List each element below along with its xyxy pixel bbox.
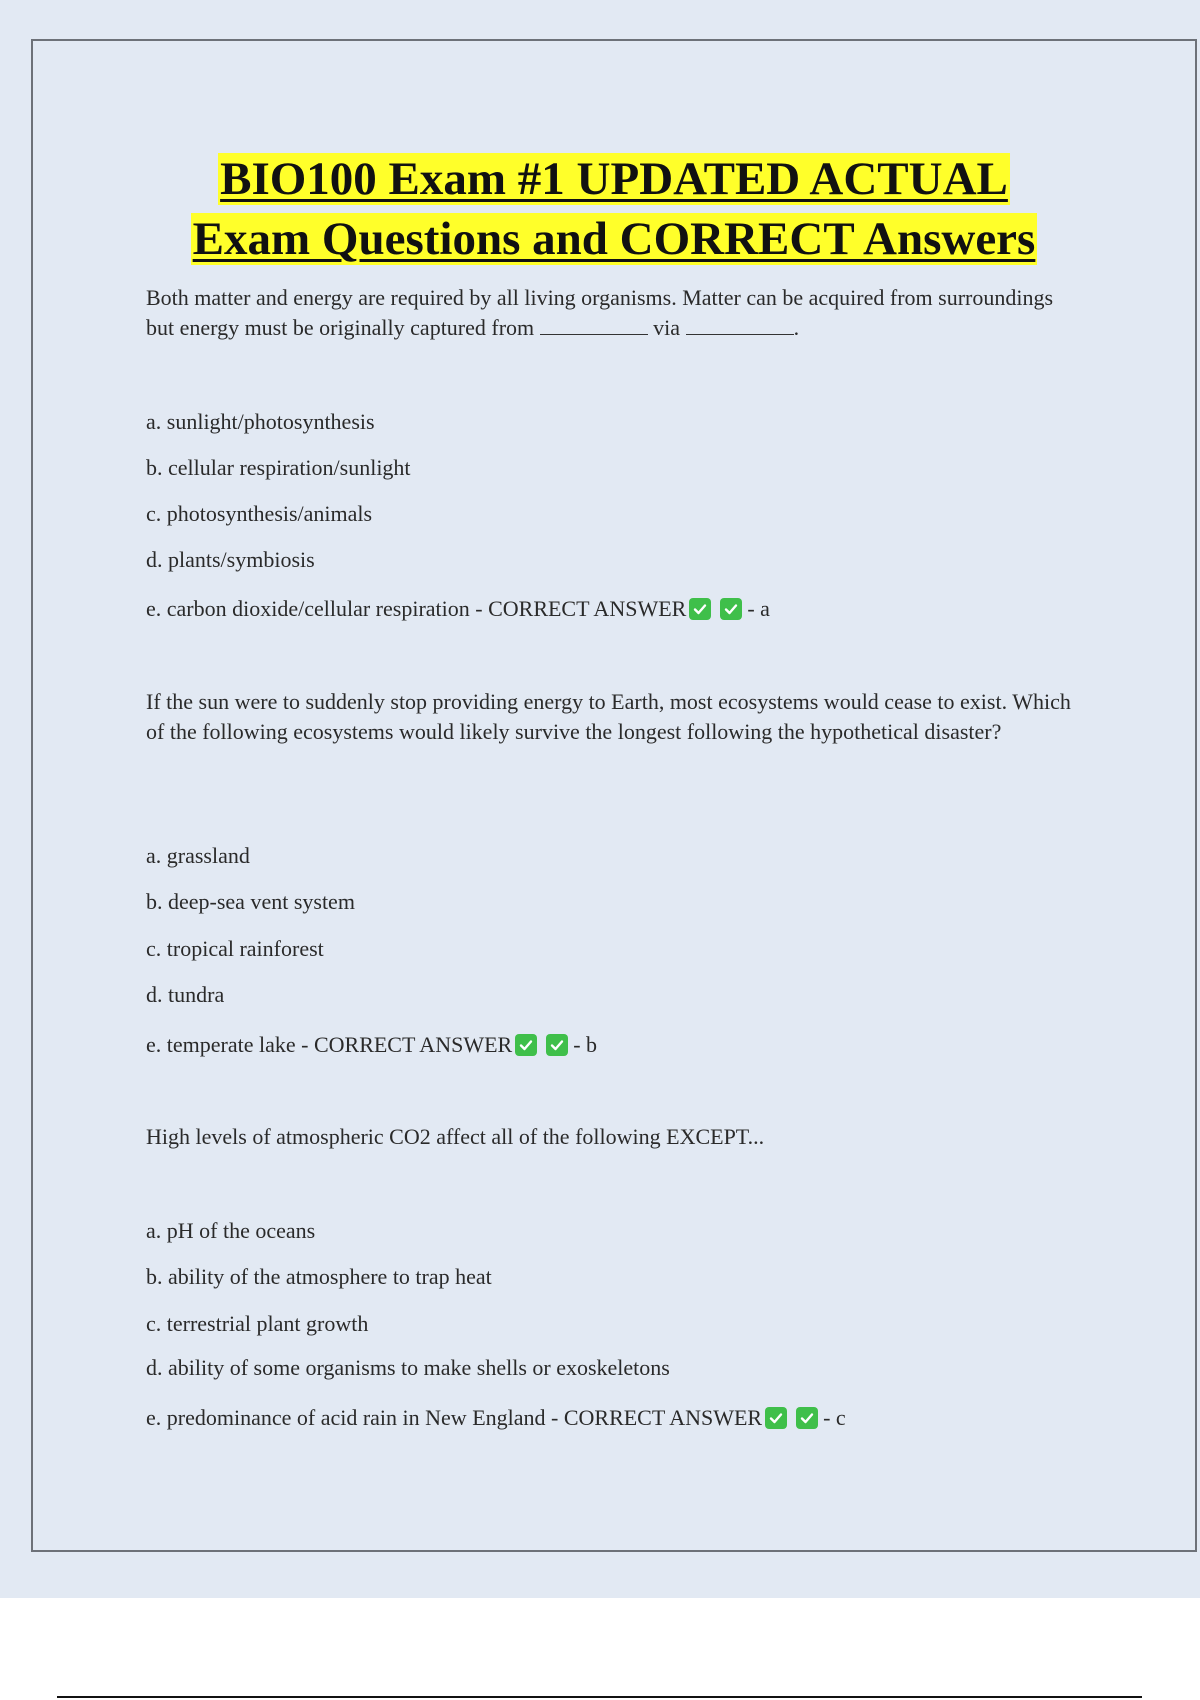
footer-divider xyxy=(57,1696,1142,1698)
checkmark-icon xyxy=(515,1034,537,1056)
question-1-option-e: e. carbon dioxide/cellular respiration - CORRECT ANSWER - a xyxy=(146,596,770,621)
question-3-option-c: c. terrestrial plant growth xyxy=(146,1311,369,1336)
answer-letter: - c xyxy=(823,1405,846,1430)
checkmark-icon xyxy=(796,1407,818,1429)
fill-blank xyxy=(686,316,794,335)
checkmark-icon xyxy=(689,598,711,620)
question-2-option-e: e. temperate lake - CORRECT ANSWER - b xyxy=(146,1032,598,1057)
question-1-option-d: d. plants/symbiosis xyxy=(146,547,315,572)
answer-letter: - b xyxy=(573,1032,598,1057)
question-1-option-c: c. photosynthesis/animals xyxy=(146,501,373,526)
question-1-option-b: b. cellular respiration/sunlight xyxy=(146,455,411,480)
question-2-option-c: c. tropical rainforest xyxy=(146,936,324,961)
checkmark-icon xyxy=(720,598,742,620)
title-line-2: Exam Questions and CORRECT Answers xyxy=(192,213,1036,265)
question-1-text: Both matter and energy are required by all living organisms. Matter can be acquired from surroundings but energy must be originally captured from via . xyxy=(146,285,1054,340)
question-3-option-e: e. predominance of acid rain in New England - CORRECT ANSWER - c xyxy=(146,1405,846,1430)
title-line-1: BIO100 Exam #1 UPDATED ACTUAL xyxy=(220,153,1008,205)
checkmark-icon xyxy=(546,1034,568,1056)
question-1-option-a: a. sunlight/photosynthesis xyxy=(146,409,375,434)
question-2-option-a: a. grassland xyxy=(146,843,250,868)
question-2-option-b: b. deep-sea vent system xyxy=(146,889,355,914)
question-2-text: If the sun were to suddenly stop providing energy to Earth, most ecosystems would cease to exist. Which of the following ecosystems would likely survive the longest following the hypothetical disaster? xyxy=(146,689,1071,744)
answer-letter: - a xyxy=(747,596,770,621)
question-3-option-a: a. pH of the oceans xyxy=(146,1218,316,1243)
document-title xyxy=(33,149,1195,269)
question-3-option-d: d. ability of some organisms to make shells or exoskeletons xyxy=(146,1355,670,1380)
question-3-text: High levels of atmospheric CO2 affect all of the following EXCEPT... xyxy=(146,1124,765,1149)
document-page xyxy=(31,39,1197,1552)
question-2-option-d: d. tundra xyxy=(146,982,225,1007)
fill-blank xyxy=(540,316,648,335)
question-3-option-b: b. ability of the atmosphere to trap heat xyxy=(146,1264,492,1289)
checkmark-icon xyxy=(765,1407,787,1429)
